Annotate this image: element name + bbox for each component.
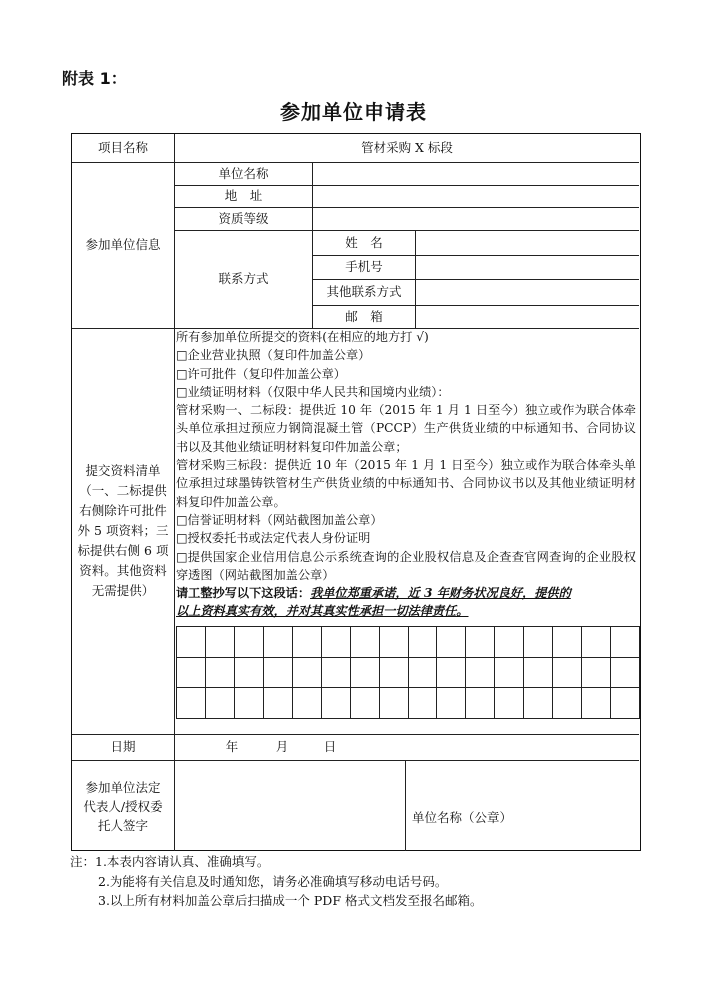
pledge-line-2 — [176, 602, 636, 620]
contact-method-label: 联系方式 — [218, 271, 269, 286]
other-contact-field[interactable] — [416, 279, 639, 305]
handwriting-grid[interactable] — [176, 626, 640, 719]
email-label: 邮 箱 — [345, 308, 383, 324]
project-name-value: 管材采购 X 标段 — [361, 140, 453, 155]
date-year: 年 — [225, 739, 239, 754]
note-1: 注：1.本表内容请认真、准确填写。 — [70, 854, 270, 869]
materials-intro: 所有参加单位所提交的资料(在相应的地方打 √) — [176, 330, 429, 344]
grid-row — [177, 657, 640, 688]
grid-row — [177, 627, 640, 658]
lot-3-requirement: 管材采购三标段：提供近 10 年（2015 年 1 月 1 日至今）独立或作为联合体牵头单位承担过球墨铸铁管材生产供货业绩的中标通知书、合同协议书以及其他业绩证明材料复印件加盖公章。 — [176, 458, 636, 509]
mobile-field[interactable] — [416, 255, 639, 279]
unit-name-label: 单位名称 — [218, 165, 269, 181]
address-label: 地 址 — [224, 188, 263, 203]
pledge-line-1 — [176, 584, 636, 602]
permit-item[interactable]: □许可批件（复印件加盖公章） — [176, 366, 346, 381]
date-month: 月 — [275, 739, 289, 754]
credit-item[interactable]: □信誉证明材料（网站截图加盖公章） — [176, 512, 383, 527]
qualification-field[interactable] — [313, 207, 639, 230]
application-form-table — [71, 133, 641, 851]
unit-name-field[interactable] — [313, 162, 639, 185]
date-label: 日期 — [110, 739, 136, 754]
signature-field[interactable] — [175, 760, 405, 851]
note-3: 3.以上所有材料加盖公章后扫描成一个 PDF 格式文档发至报名邮箱。 — [98, 893, 483, 908]
unit-seal-label: 单位名称（公章） — [412, 810, 513, 825]
qualification-label: 资质等级 — [218, 210, 269, 226]
attachment-label: 附表 1： — [62, 69, 127, 88]
performance-item[interactable]: □业绩证明材料（仅限中华人民共和国境内业绩）： — [176, 384, 450, 399]
materials-label: 提交资料清单（一、二标提供右侧除许可批件外 5 项资料；三标提供右侧 6 项资料。其他资料无需提供） — [77, 463, 169, 598]
other-contact-label: 其他联系方式 — [326, 284, 402, 299]
contact-name-field[interactable] — [416, 230, 639, 255]
authorization-item[interactable]: □授权委托书或法定代表人身份证明 — [176, 531, 371, 546]
participant-info-label: 参加单位信息 — [85, 237, 161, 252]
date-day: 日 — [323, 739, 337, 754]
grid-row — [177, 688, 640, 719]
equity-item[interactable]: □提供国家企业信用信息公示系统查询的企业股权信息及企查查官网查询的企业股权穿透图（网站截图加盖公章） — [176, 549, 636, 582]
business-license-item[interactable]: □企业营业执照（复印件加盖公章） — [176, 348, 371, 363]
notes — [70, 852, 482, 911]
materials-content — [176, 328, 636, 621]
note-2: 2.为能将有关信息及时通知您，请务必准确填写移动电话号码。 — [98, 873, 448, 889]
pledge-text-2: 以上资料真实有效，并对其真实性承担一切法律责任。 — [176, 604, 469, 619]
lot-1-2-requirement: 管材采购一、二标段：提供近 10 年（2015 年 1 月 1 日至今）独立或作为联合体牵头单位承担过预应力钢筒混凝土管（PCCP）生产供货业绩的中标通知书、合同协议书以及其他业绩证明材料复印件加盖公章； — [176, 403, 636, 454]
email-field[interactable] — [416, 305, 639, 328]
pledge-prefix: 请工整抄写以下这段话： — [176, 586, 311, 601]
signature-label: 参加单位法定代表人/授权委托人签字 — [83, 779, 163, 833]
page-title: 参加单位申请表 — [280, 100, 427, 124]
project-name-label: 项目名称 — [97, 140, 148, 155]
pledge-text-1: 我单位郑重承诺，近 3 年财务状况良好，提供的 — [310, 586, 571, 601]
mobile-label: 手机号 — [345, 259, 383, 274]
contact-name-label: 姓 名 — [345, 234, 383, 250]
address-field[interactable] — [313, 185, 639, 207]
